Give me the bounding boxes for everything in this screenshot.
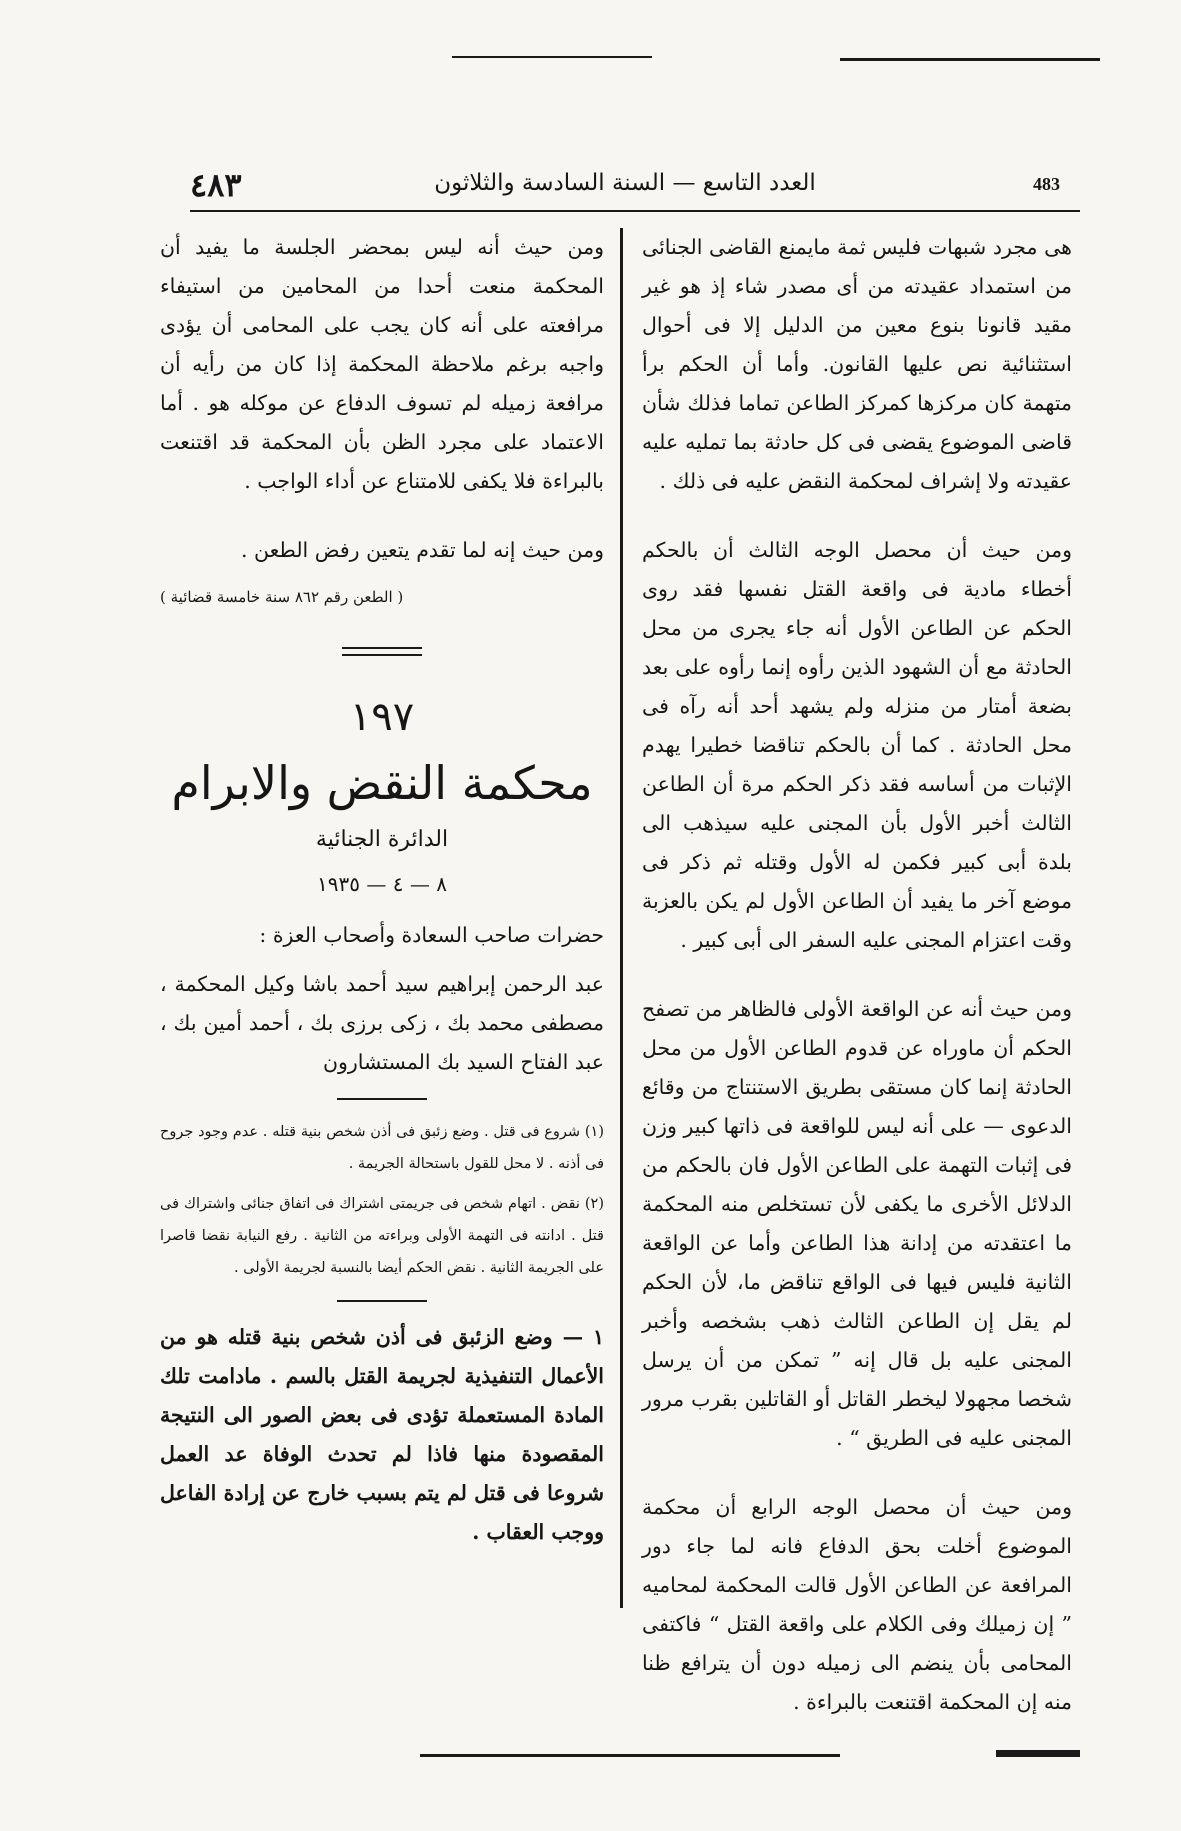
headnote: (١) شروع فى قتل . وضع زئبق فى أذن شخص بنية قتله . عدم وجود جروح فى أذنه . لا محل للقول باستحالة الجريمة . — [160, 1124, 604, 1172]
paragraph: ومن حيث أنه ليس بمحضر الجلسة ما يفيد أن المحكمة منعت أحدا من المحامين من استيفاء مرافعته على أنه كان يجب على المحامى أن يؤدى واجبه برغم ملاحظة المحكمة إذا كان من رأيه أن مرافعة زميله لم تسوف الدفاع عن موكله هو . أما الاعتماد على مجرد الظن بأن المحكمة قد اقتنعت بالبراءة فلا يكفى للامتناع عن أداء الواجب . — [160, 235, 604, 493]
case-number: ١٩٧ — [349, 694, 415, 740]
right-column — [642, 228, 1072, 1752]
column-divider — [620, 228, 623, 1608]
top-rule-right — [840, 58, 1100, 61]
paragraph: ومن حيث أنه عن الواقعة الأولى فالظاهر من تصفح الحكم أن ماوراه عن قدوم الطاعن الأول من محل الحادثة إنما كان مستقى بطريق الاستنتاج من وقائع الدعوى — على أنه ليس للواقعة فى ذاتها كبير وزن فى إثبات التهمة على الطاعن الأول فان بالحكم من الدلائل الأخرى ما يكفى لأن تستخلص منه المحكمة ما اعتقدته من إدانة هذا الطاعن وأما عن الواقعة الثانية فليس فيها فى الواقع تناقض ما، لأن الحكم لم يقل إن الطاعن الثالث ذهب بشخصه وأخبر المجنى عليه بل قال إنه ” تمكن من أن يرسل شخصا مجهولا ليخطر القاتل أو القاتلين بقرب مرور المجنى عليه فى الطريق “ . — [642, 997, 1072, 1450]
top-rule — [452, 56, 652, 58]
section-divider — [342, 647, 422, 656]
page-number-latin: 483 — [1033, 174, 1060, 194]
source-reference: ( الطعن رقم ٨٦٢ سنة خامسة قضائية ) — [160, 588, 404, 606]
circuit-name: الدائرة الجنائية — [315, 827, 449, 852]
headnote: (٢) نقض . اتهام شخص فى جريمتى اشتراك فى اتفاق جنائى واشتراك فى قتل . ادانته فى التهمة الأولى وبراءته من الثانية . رفع النيابة نقضا قاصرا على الجريمة الثانية . نقض الحكم أيضا بالنسبة لجريمة الأولى . — [160, 1196, 604, 1276]
bottom-rule — [420, 1754, 840, 1757]
presence-line: حضرات صاحب السعادة وأصحاب العزة : — [259, 923, 604, 947]
court-name: محكمة النقض والابرام — [171, 756, 593, 810]
legal-principle: ١ — وضع الزئبق فى أذن شخص بنية قتله هو من الأعمال التنفيذية لجريمة القتل بالسم . مادامت تلك المادة المستعملة تؤدى فى بعض الصور الى النتيجة المقصودة منها فاذا لم تحدث الوفاة عد العمل شروعا فى قتل لم يتم بسبب خارج عن إرادة الفاعل ووجب العقاب . — [160, 1325, 604, 1544]
paragraph: هى مجرد شبهات فليس ثمة مايمنع القاضى الجنائى من استمداد عقيدته من أى مصدر شاء إذ هو غير مقيد قانونا بنوع معين من الدليل إلا فى أحوال استثنائية نص عليها القانون. وأما أن الحكم برأ متهمة كان مركزها كمركز الطاعن تماما فذلك شأن قاضى الموضوع يقضى فى كل حادثة بما تمليه عليه عقيدته ولا إشراف لمحكمة النقض عليه فى ذلك . — [642, 235, 1072, 493]
left-column — [160, 228, 604, 1552]
principle-divider — [337, 1300, 427, 1302]
page-header — [190, 166, 1060, 206]
running-title: العدد التاسع — السنة السادسة والثلاثون — [434, 170, 816, 196]
notes-divider — [337, 1098, 427, 1100]
paragraph: ومن حيث إنه لما تقدم يتعين رفض الطعن . — [240, 538, 604, 562]
paragraph: ومن حيث أن محصل الوجه الرابع أن محكمة الموضوع أخلت بحق الدفاع فانه لما جاء دور المرافعة عن الطاعن الأول قالت المحكمة لمحاميه ” إن زميلك وفى الكلام على واقعة القتل “ فاكتفى المحامى بأن ينضم الى زميله دون أن يترافع ظنا منه إن المحكمة اقتنعت بالبراءة . — [642, 1495, 1072, 1714]
session-date: ٨ — ٤ — ١٩٣٥ — [317, 872, 447, 896]
court-members: عبد الرحمن إبراهيم سيد أحمد باشا وكيل المحكمة ، مصطفى محمد بك ، زكى برزى بك ، أحمد أمين بك ، عبد الفتاح السيد بك المستشارون — [160, 972, 604, 1074]
header-rule — [190, 210, 1080, 212]
page-number-arabic: ٤٨٣ — [190, 166, 242, 204]
paragraph: ومن حيث أن محصل الوجه الثالث أن بالحكم أخطاء مادية فى واقعة القتل نفسها فقد روى الحكم عن الطاعن الأول أنه جاء يجرى من محل الحادثة مع أن الشهود الذين رأوه إنما رأوه على بعد بضعة أمتار من منزله ولم يشهد أحد أنه رآه فى محل الحادثة . كما أن بالحكم تناقضا خطيرا يهدم الإثبات من أساسه فقد ذكر الحكم مرة أن الطاعن الثالث أخبر الأول بأن المجنى عليه سيذهب الى بلدة أبى كبير فكمن له الأول وقتله ثم ذكر فى موضع آخر ما يفيد أن الطاعن الأول لم يكن بالعزبة وقت اعتزام المجنى عليه السفر الى أبى كبير . — [642, 538, 1072, 952]
bottom-rule-right — [996, 1750, 1080, 1757]
